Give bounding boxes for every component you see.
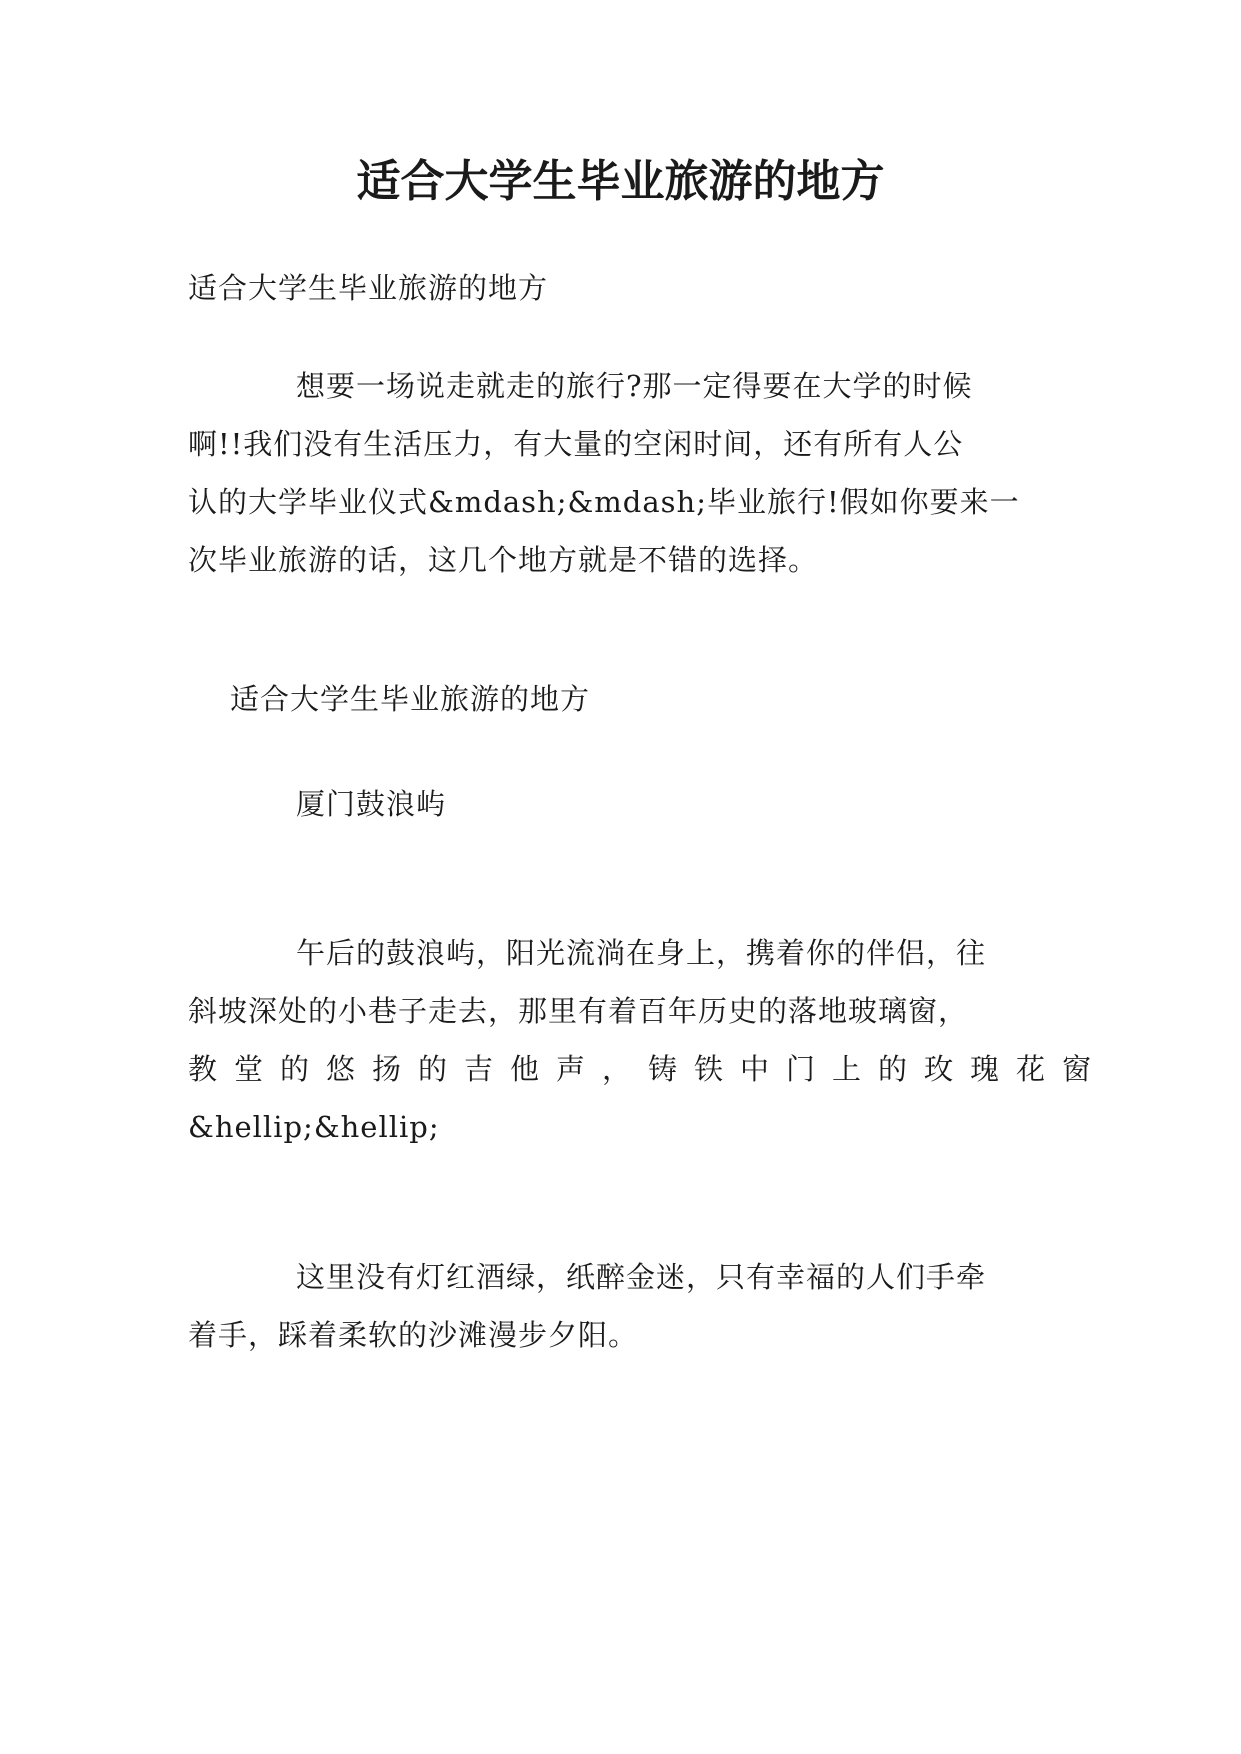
paragraph-line: 着手，踩着柔软的沙滩漫步夕阳。: [188, 1318, 639, 1352]
paragraph-gulangyu: [188, 924, 1109, 1156]
intro-line: 认的大学毕业仪式&mdash;&mdash;毕业旅行!假如你要来一: [188, 485, 1020, 519]
intro-paragraph: [188, 357, 1056, 589]
intro-line: 啊!!我们没有生活压力，有大量的空闲时间，还有所有人公: [188, 427, 964, 461]
subtitle-line: 适合大学生毕业旅游的地方: [188, 271, 549, 305]
intro-line: 想要一场说走就走的旅行?那一定得要在大学的时候: [296, 369, 973, 403]
paragraph-line: &hellip;&hellip;: [188, 1110, 440, 1144]
section-heading: 适合大学生毕业旅游的地方: [230, 682, 591, 716]
intro-line: 次毕业旅游的话，这几个地方就是不错的选择。: [188, 543, 819, 577]
paragraph-line: 午后的鼓浪屿，阳光流淌在身上，携着你的伴侣，往: [296, 936, 987, 970]
place-name: 厦门鼓浪屿: [296, 787, 447, 821]
document-title: 适合大学生毕业旅游的地方: [356, 156, 885, 207]
paragraph-line: 教堂的悠扬的吉他声，铸铁中门上的玫瑰花窗: [188, 1052, 1109, 1086]
paragraph-line: 这里没有灯红酒绿，纸醉金迷，只有幸福的人们手牵: [296, 1260, 987, 1294]
paragraph-beach: [188, 1248, 1056, 1364]
paragraph-line: 斜坡深处的小巷子走去，那里有着百年历史的落地玻璃窗，: [188, 994, 969, 1028]
